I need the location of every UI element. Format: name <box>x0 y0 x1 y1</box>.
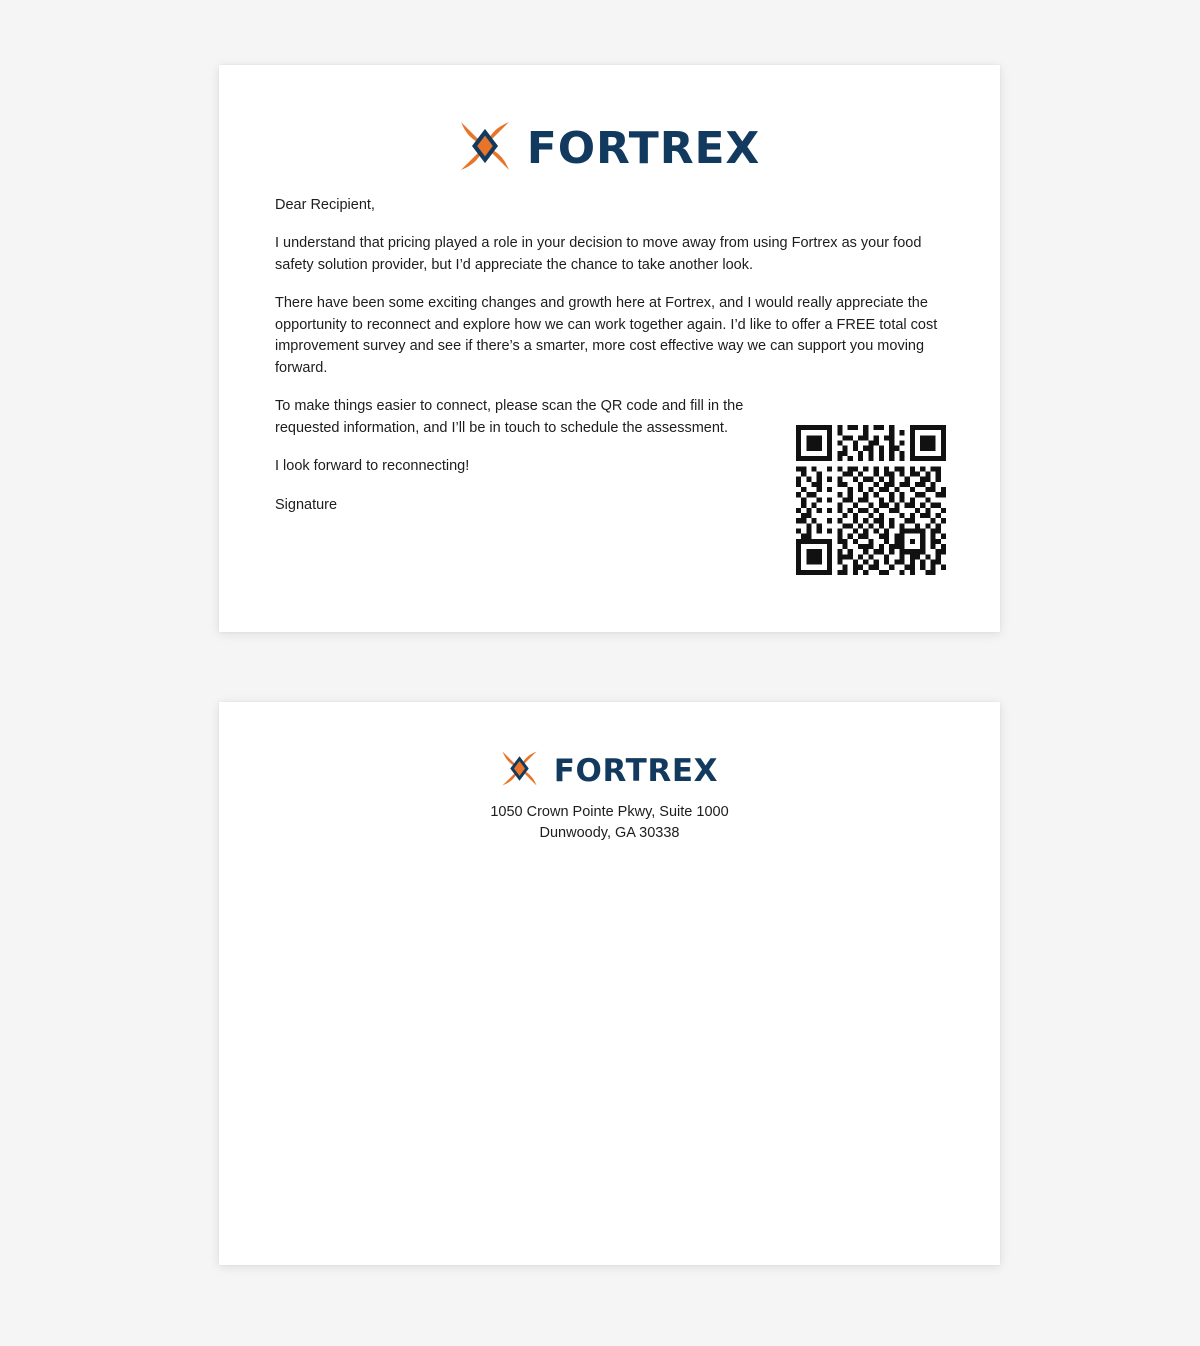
letter-page <box>219 65 1000 632</box>
fortrex-wordmark: FORTREX <box>526 122 761 174</box>
fortrex-star-icon <box>459 120 511 177</box>
qr-code[interactable] <box>796 425 946 575</box>
letter-paragraph-2: There have been some exciting changes and growth here at Fortrex, and I would really appreciate the opportunity to reconnect and explore how we can work together again. I’d like to offer a FREE total cost improvement survey and see if there’s a smarter, more cost effective way we can support you moving forward. <box>275 295 938 376</box>
fortrex-logo-envelope <box>219 750 1000 792</box>
fortrex-wordmark: FORTREX <box>553 752 719 789</box>
fortrex-logo <box>219 120 1000 177</box>
envelope-page <box>219 702 1000 1265</box>
letter-paragraph-3: To make things easier to connect, please scan the QR code and fill in the requested information, and I’ll be in touch to schedule the assessment. <box>275 398 744 436</box>
return-address <box>219 802 1000 843</box>
address-line-1: 1050 Crown Pointe Pkwy, Suite 1000 <box>490 804 729 820</box>
fortrex-star-icon <box>501 750 538 792</box>
letter-paragraph-4: I look forward to reconnecting! <box>275 458 470 475</box>
letter-paragraph-1: I understand that pricing played a role in your decision to move away from using Fortrex as your food safety solution provider, but I’d appreciate the chance to take another look. <box>275 235 922 273</box>
address-line-2: Dunwoody, GA 30338 <box>539 824 680 841</box>
letter-signature: Signature <box>275 496 338 513</box>
letter-salutation: Dear Recipient, <box>275 197 375 213</box>
